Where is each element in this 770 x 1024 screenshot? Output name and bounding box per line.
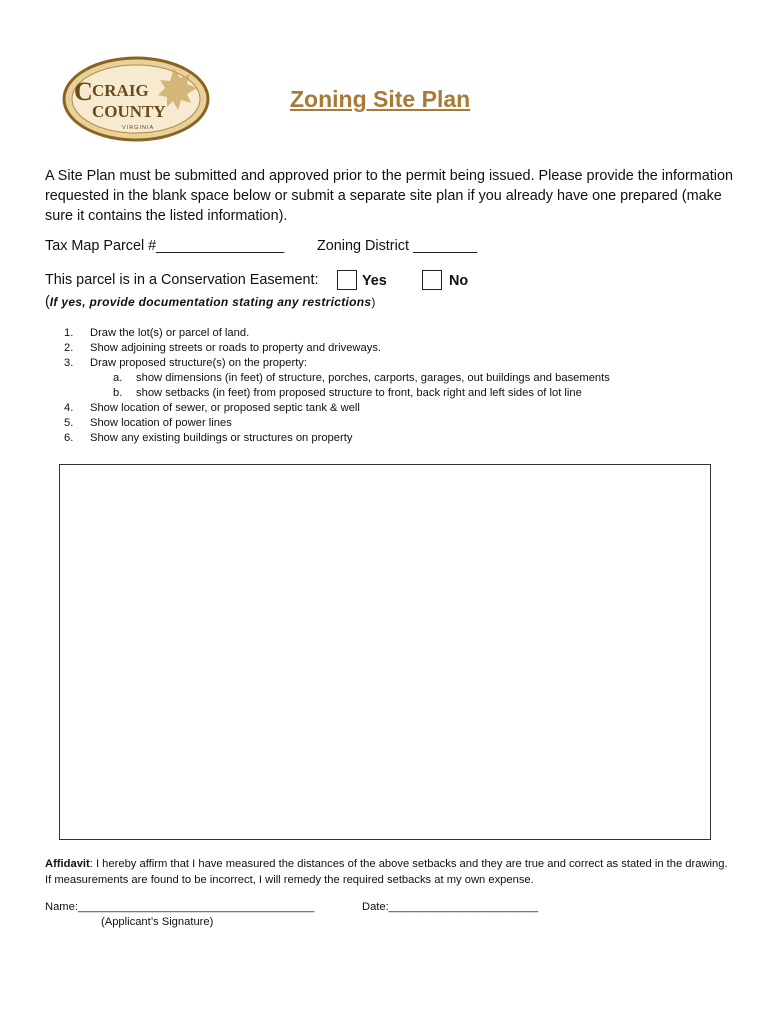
instructions-list (64, 326, 610, 446)
easement-note-text: If yes, provide documentation stating any restrictions (49, 295, 372, 309)
easement-question: This parcel is in a Conservation Easement: (45, 272, 319, 288)
easement-note (45, 294, 375, 310)
logo-line2: COUNTY (92, 102, 166, 121)
easement-yes-label: Yes (362, 273, 387, 289)
site-plan-drawing-area[interactable] (59, 464, 711, 840)
intro-paragraph: A Site Plan must be submitted and approved prior to the permit being issued. Please provide the information requested in the blank space below or submit a separate site plan if you already have one prepared (make sure it contains the listed information). (45, 168, 733, 224)
page-title: Zoning Site Plan (290, 86, 471, 112)
craig-county-logo (62, 56, 210, 142)
easement-note-open: ( (45, 294, 50, 310)
svg-text:C: C (74, 77, 93, 106)
list-item: 3. Draw proposed structure(s) on the property: (64, 357, 308, 369)
list-item: 1. Draw the lot(s) or parcel of land. (64, 327, 250, 339)
affidavit-text: : I hereby affirm that I have measured the distances of the above setbacks and they are true and correct as stated in the drawing. If measurements are found to be incorrect, I will remedy the required setbacks at my own expense. (45, 858, 728, 886)
affidavit-label: Affidavit (45, 858, 90, 870)
list-item: 6. Show any existing buildings or structures on property (64, 432, 353, 444)
easement-note-close: ) (371, 295, 376, 309)
tax-map-parcel-field[interactable]: Tax Map Parcel #________________ (45, 238, 285, 254)
easement-yes-checkbox[interactable] (337, 270, 357, 290)
sub-list-item: a. show dimensions (in feet) of structure, porches, carports, garages, out buildings and basements (113, 372, 610, 384)
easement-no-label: No (449, 273, 469, 289)
name-signature-field[interactable]: Name:______________________________________ (45, 901, 315, 913)
logo-line1: CRAIG (92, 81, 149, 100)
signature-caption: (Applicant’s Signature) (101, 916, 214, 928)
list-item: 2. Show adjoining streets or roads to property and driveways. (64, 342, 382, 354)
list-item: 4. Show location of sewer, or proposed septic tank & well (64, 402, 360, 414)
affidavit-paragraph (45, 856, 735, 888)
list-item: 5. Show location of power lines (64, 417, 232, 429)
date-field[interactable]: Date:________________________ (362, 901, 539, 913)
logo-line3: VIRGINIA (122, 125, 155, 131)
sub-list-item: b. show setbacks (in feet) from proposed structure to front, back right and left sides of lot line (113, 387, 582, 399)
zoning-district-field[interactable]: Zoning District ________ (317, 238, 477, 254)
easement-no-checkbox[interactable] (422, 270, 442, 290)
